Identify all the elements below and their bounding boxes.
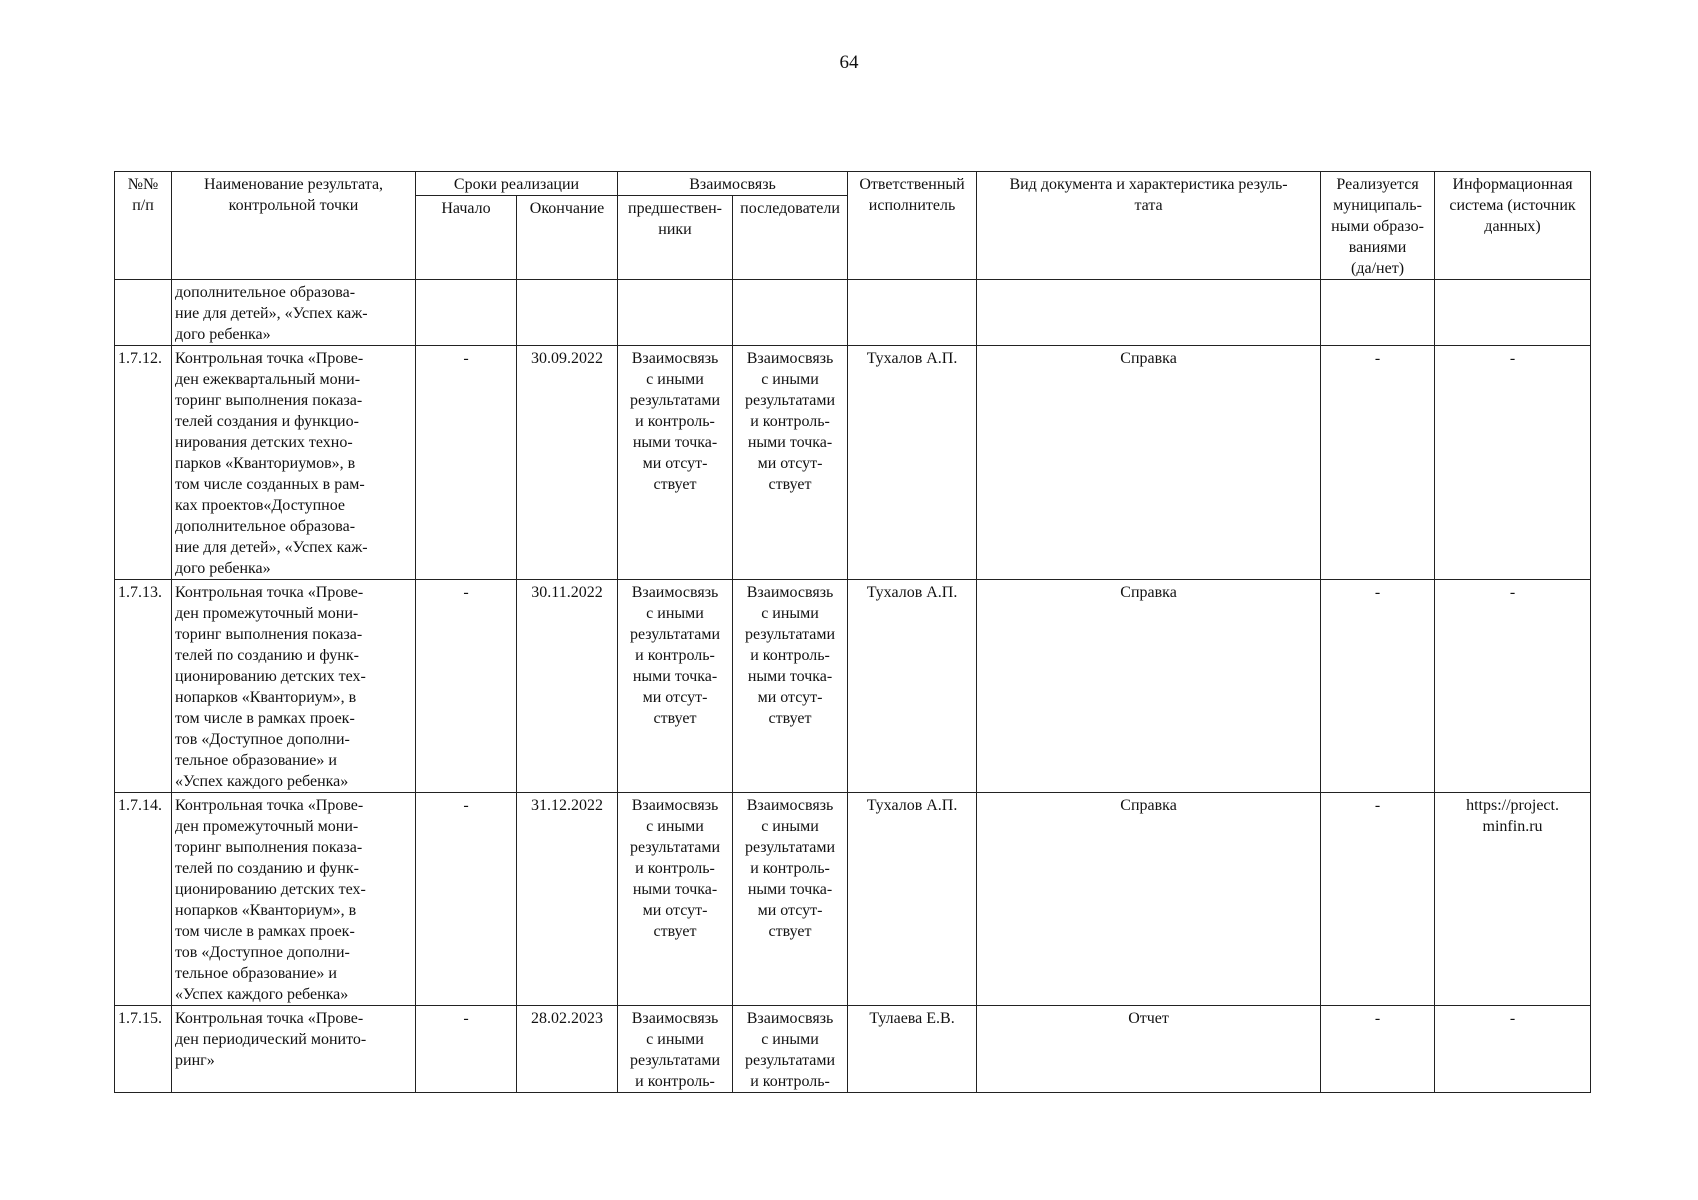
cell-municipal: -	[1321, 580, 1435, 793]
cell-responsible	[848, 280, 977, 346]
cell-successors: Взаимосвязь с иными результатами и контроль- ными точка- ми отсут- ствует	[733, 793, 848, 1006]
cell-doc-type: Справка	[977, 580, 1321, 793]
cell-doc-type: Справка	[977, 793, 1321, 1006]
cell-responsible: Тухалов А.П.	[848, 793, 977, 1006]
cell-successors: Взаимосвязь с иными результатами и контроль- ными точка- ми отсут- ствует	[733, 346, 848, 580]
table-header	[115, 172, 1591, 280]
cell-predecessors	[618, 280, 733, 346]
cell-municipal: -	[1321, 1006, 1435, 1093]
cell-start: -	[416, 580, 517, 793]
cell-responsible: Тулаева Е.В.	[848, 1006, 977, 1093]
cell-start: -	[416, 793, 517, 1006]
header-doc-type: Вид документа и характеристика резуль- тата	[977, 172, 1321, 280]
cell-end: 28.02.2023	[517, 1006, 618, 1093]
cell-name: Контрольная точка «Прове- ден ежеквартальный мони- торинг выполнения показа- телей создания и функцио- нирования детских техно- парков «Кванториумов», в том числе созданных в рам- ках проектов«Доступное дополнительное образова- ние для детей», «Успех каж- дого ребенка»	[172, 346, 416, 580]
table-row	[115, 580, 1591, 793]
table-row	[115, 346, 1591, 580]
header-responsible: Ответственный исполнитель	[848, 172, 977, 280]
cell-name: дополнительное образова- ние для детей», «Успех каж- дого ребенка»	[172, 280, 416, 346]
table-row	[115, 793, 1591, 1006]
cell-successors: Взаимосвязь с иными результатами и контроль-	[733, 1006, 848, 1093]
cell-num: 1.7.14.	[115, 793, 172, 1006]
cell-responsible: Тухалов А.П.	[848, 346, 977, 580]
cell-end	[517, 280, 618, 346]
cell-info-system: -	[1435, 346, 1591, 580]
header-successors: последователи	[733, 196, 848, 280]
header-relation: Взаимосвязь	[618, 172, 848, 196]
cell-municipal	[1321, 280, 1435, 346]
cell-name: Контрольная точка «Прове- ден промежуточный мони- торинг выполнения показа- телей по созданию и функ- ционированию детских тех- нопарков «Кванториум», в том числе в рамках проек- тов «Доступное дополни- тельное образование» и «Успех каждого ребенка»	[172, 580, 416, 793]
cell-municipal: -	[1321, 793, 1435, 1006]
cell-num: 1.7.12.	[115, 346, 172, 580]
cell-responsible: Тухалов А.П.	[848, 580, 977, 793]
table-row-continuation	[115, 280, 1591, 346]
header-end: Окончание	[517, 196, 618, 280]
cell-name: Контрольная точка «Прове- ден периодический монито- ринг»	[172, 1006, 416, 1093]
cell-num: 1.7.13.	[115, 580, 172, 793]
cell-info-system: -	[1435, 580, 1591, 793]
cell-info-system	[1435, 280, 1591, 346]
header-predecessors: предшествен- ники	[618, 196, 733, 280]
cell-doc-type: Справка	[977, 346, 1321, 580]
cell-doc-type	[977, 280, 1321, 346]
cell-start: -	[416, 1006, 517, 1093]
cell-info-system: -	[1435, 1006, 1591, 1093]
cell-predecessors: Взаимосвязь с иными результатами и контроль- ными точка- ми отсут- ствует	[618, 580, 733, 793]
cell-end: 30.11.2022	[517, 580, 618, 793]
header-num: №№ п/п	[115, 172, 172, 280]
cell-municipal: -	[1321, 346, 1435, 580]
cell-name: Контрольная точка «Прове- ден промежуточный мони- торинг выполнения показа- телей по созданию и функ- ционированию детских тех- нопарков «Кванториум», в том числе в рамках проек- тов «Доступное дополни- тельное образование» и «Успех каждого ребенка»	[172, 793, 416, 1006]
cell-predecessors: Взаимосвязь с иными результатами и контроль-	[618, 1006, 733, 1093]
cell-num: 1.7.15.	[115, 1006, 172, 1093]
cell-info-system: https://project. minfin.ru	[1435, 793, 1591, 1006]
cell-num	[115, 280, 172, 346]
header-deadlines: Сроки реализации	[416, 172, 618, 196]
cell-successors	[733, 280, 848, 346]
table-row	[115, 1006, 1591, 1093]
header-start: Начало	[416, 196, 517, 280]
cell-start: -	[416, 346, 517, 580]
cell-successors: Взаимосвязь с иными результатами и контроль- ными точка- ми отсут- ствует	[733, 580, 848, 793]
cell-doc-type: Отчет	[977, 1006, 1321, 1093]
cell-predecessors: Взаимосвязь с иными результатами и контроль- ными точка- ми отсут- ствует	[618, 793, 733, 1006]
cell-start	[416, 280, 517, 346]
header-info-system: Информационная система (источник данных)	[1435, 172, 1591, 280]
control-points-table	[114, 171, 1591, 1093]
header-name: Наименование результата, контрольной точки	[172, 172, 416, 280]
cell-predecessors: Взаимосвязь с иными результатами и контроль- ными точка- ми отсут- ствует	[618, 346, 733, 580]
page-number: 64	[839, 52, 859, 73]
header-municipal: Реализуется муниципаль- ными образо- ваниями (да/нет)	[1321, 172, 1435, 280]
cell-end: 30.09.2022	[517, 346, 618, 580]
cell-end: 31.12.2022	[517, 793, 618, 1006]
